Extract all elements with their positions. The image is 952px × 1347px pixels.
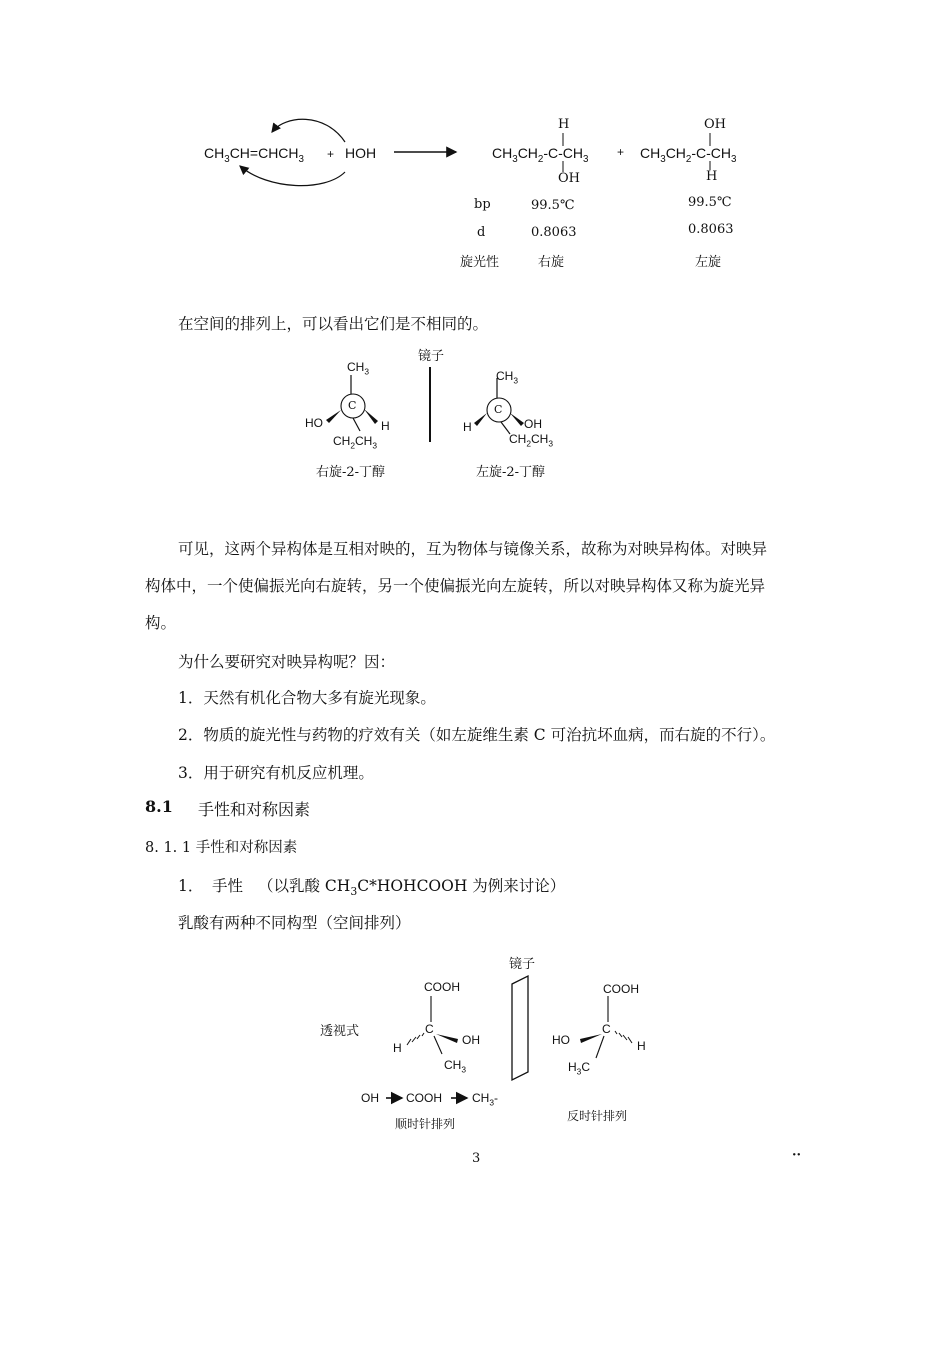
lactic-left-c: C [425, 1022, 434, 1036]
newman-right-caption: 左旋-2-丁醇 [476, 465, 546, 480]
paragraph-enantiomer-line2: 构体中，一个使偏振光向右旋转，另一个使偏振光向左旋转，所以对映异构体又称为旋光异 [145, 577, 766, 595]
product1-bottom: OH [558, 171, 580, 186]
lactic-right-h: H [637, 1039, 646, 1053]
sequence-cooh: COOH [406, 1091, 442, 1105]
lactic-left-oh: OH [462, 1033, 480, 1047]
lactic-left-caption: 顺时针排列 [395, 1117, 456, 1131]
list-item-1: 1．天然有机化合物大多有旋光现象。 [178, 689, 436, 707]
paragraph-lactic: 乳酸有两种不同构型（空间排列） [178, 914, 411, 932]
paragraph-enantiomer-line3: 构。 [145, 614, 177, 632]
prop-d-1: 0.8063 [531, 225, 577, 240]
newman-right-oh: OH [524, 417, 542, 431]
sequence-ch3: $CH_3-$ [472, 1091, 499, 1108]
list-item-3: 3．用于研究有机反应机理。 [178, 764, 374, 782]
newman-right-ch2ch3: $CH_2CH_3$ [509, 432, 554, 449]
list-item-2: 2．物质的旋光性与药物的疗效有关（如左旋维生素 C 可治抗坏血病，而右旋的不行）。 [178, 726, 776, 744]
lactic-left-cooh: COOH [424, 980, 460, 994]
sequence-oh: OH [361, 1091, 379, 1105]
newman-right-center: C [494, 403, 503, 416]
newman-right-ch3: $CH_3$ [496, 369, 519, 386]
prop-label-d: d [477, 225, 486, 240]
prop-bp-2: 99.5℃ [688, 195, 732, 210]
page-number: 3 [472, 1151, 481, 1166]
product1-formula: $CH_3CH_2-C-CH_3$ [492, 145, 589, 165]
newman-left-ch2ch3: $CH_2CH_3$ [333, 434, 378, 451]
paragraph-spatial: 在空间的排列上，可以看出它们是不相同的。 [178, 315, 489, 333]
newman-left-ch3: $CH_3$ [347, 360, 370, 377]
item1-title: 手性 [212, 877, 244, 895]
prop-rotation-1: 右旋 [538, 255, 565, 270]
product2-formula: $CH_3CH_2-C-CH_3$ [640, 145, 737, 165]
paragraph-enantiomer-line1: 可见，这两个异构体是互相对映的，互为物体与镜像关系，故称为对映异构体。对映异 [178, 540, 768, 558]
prop-label-bp: bp [474, 197, 491, 212]
prop-d-2: 0.8063 [688, 222, 734, 237]
newman-right-h: H [463, 420, 472, 434]
subsection-title: 8. 1. 1 手性和对称因素 [145, 840, 298, 856]
perspective-label: 透视式 [320, 1024, 360, 1039]
plus-sign-2: + [617, 145, 625, 159]
section-number: 8.1 [145, 797, 173, 816]
mirror-label-2: 镜子 [509, 957, 536, 972]
product1-top: H [558, 117, 570, 132]
item1-number: 1． [178, 877, 204, 895]
lactic-right-caption: 反时针排列 [567, 1109, 628, 1123]
newman-left-center: C [348, 399, 357, 412]
paragraph-why: 为什么要研究对映异构呢？因： [178, 653, 396, 671]
prop-label-rotation: 旋光性 [460, 255, 500, 270]
plus-sign: + [327, 147, 335, 161]
product2-top: OH [704, 117, 726, 132]
lactic-right-cooh: COOH [603, 982, 639, 996]
newman-left-ho: HO [305, 416, 323, 430]
lactic-right-h3c: $H_3C$ [568, 1060, 591, 1077]
item1-note: （以乳酸 $CH_3C*HOHCOOH$ 为例来讨论） [258, 877, 566, 899]
reactant-butene: $CH_3CH=CHCH_3$ [204, 145, 304, 165]
reactant-water: HOH [345, 145, 377, 161]
section-title: 手性和对称因素 [198, 800, 311, 819]
newman-left-h: H [381, 419, 390, 433]
prop-bp-1: 99.5℃ [531, 198, 575, 213]
corner-mark: ·· [792, 1148, 802, 1163]
lactic-right-c: C [602, 1022, 611, 1036]
prop-rotation-2: 左旋 [695, 255, 722, 270]
product2-bottom: H [706, 169, 718, 184]
newman-left-caption: 右旋-2-丁醇 [316, 465, 386, 480]
lactic-left-h: H [393, 1041, 402, 1055]
mirror-label-1: 镜子 [418, 349, 445, 364]
lactic-right-ho: HO [552, 1033, 570, 1047]
lactic-left-ch3: $CH_3$ [444, 1058, 467, 1075]
